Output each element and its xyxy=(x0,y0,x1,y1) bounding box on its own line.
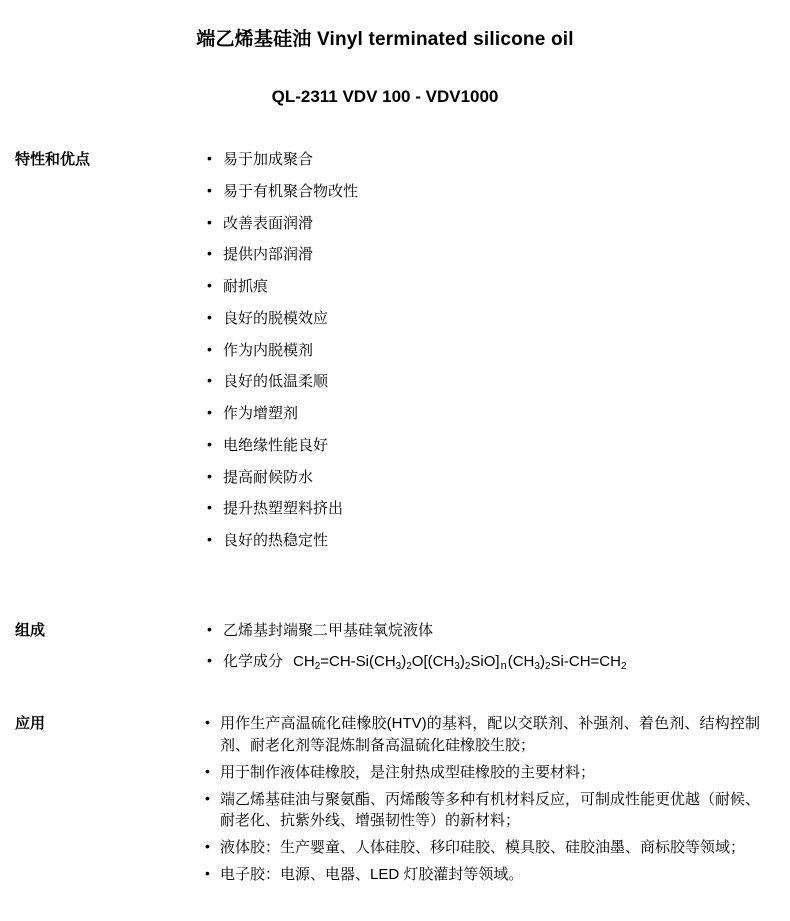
list-item: • 易于加成聚合 xyxy=(205,149,760,171)
list-item-chemical xyxy=(205,651,760,673)
features-label: 特性和优点 xyxy=(15,151,91,168)
applications-list xyxy=(205,713,760,885)
section-composition xyxy=(10,620,760,682)
applications-label: 应用 xyxy=(15,715,46,733)
list-item: • 提高耐候防水 xyxy=(205,467,760,489)
list-item: • 良好的低温柔顺 xyxy=(205,371,760,393)
section-applications xyxy=(10,713,760,890)
chemical-formula: $CH_2=CH-Si(CH_3)_2O[(CH_3)_2SiO]_n(CH_3)_2Si-CH=CH_2$ xyxy=(293,652,627,672)
list-item: • 提供内部润滑 xyxy=(205,244,760,266)
product-code-subtitle: QL-2311 VDV 100 - VDV1000 xyxy=(271,87,499,106)
applications-body xyxy=(205,713,760,890)
list-item: • 良好的热稳定性 xyxy=(205,530,760,552)
list-item: • 易于有机聚合物改性 xyxy=(205,181,760,203)
list-item: • 电绝缘性能良好 xyxy=(205,435,760,457)
list-item: • 端乙烯基硅油与聚氨酯、丙烯酸等多种有机材料反应，可制成性能更优越（耐候、耐老化、抗紫外线、增强韧性等）的新材料； xyxy=(205,789,760,833)
list-item: • 良好的脱模效应 xyxy=(205,308,760,330)
features-list xyxy=(205,149,760,552)
composition-label: 组成 xyxy=(15,621,46,639)
list-item: • 乙烯基封端聚二甲基硅氧烷液体 xyxy=(205,620,760,642)
section-features xyxy=(10,149,760,562)
composition-list xyxy=(205,620,760,673)
composition-body xyxy=(205,620,760,682)
list-item: • 耐抓痕 xyxy=(205,276,760,298)
list-item: • 用作生产高温硫化硅橡胶(HTV)的基料，配以交联剂、补强剂、着色剂、结构控制剂、耐老化剂等混炼制备高温硫化硅橡胶生胶； xyxy=(205,713,760,757)
list-item: • 用于制作液体硅橡胶，是注射热成型硅橡胶的主要材料； xyxy=(205,762,760,784)
chemical-label: 化学成分 xyxy=(223,652,284,670)
list-item: • 提升热塑塑料挤出 xyxy=(205,498,760,520)
list-item: • 改善表面润滑 xyxy=(205,213,760,235)
page-title: 端乙烯基硅油 Vinyl terminated silicone oil xyxy=(196,29,574,50)
list-item: • 电子胶：电源、电器、LED 灯胶灌封等领域。 xyxy=(205,864,760,886)
features-body xyxy=(205,149,760,562)
list-item: • 作为内脱模剂 xyxy=(205,340,760,362)
list-item: • 作为增塑剂 xyxy=(205,403,760,425)
list-item: • 液体胶：生产婴童、人体硅胶、移印硅胶、模具胶、硅胶油墨、商标胶等领域； xyxy=(205,837,760,859)
